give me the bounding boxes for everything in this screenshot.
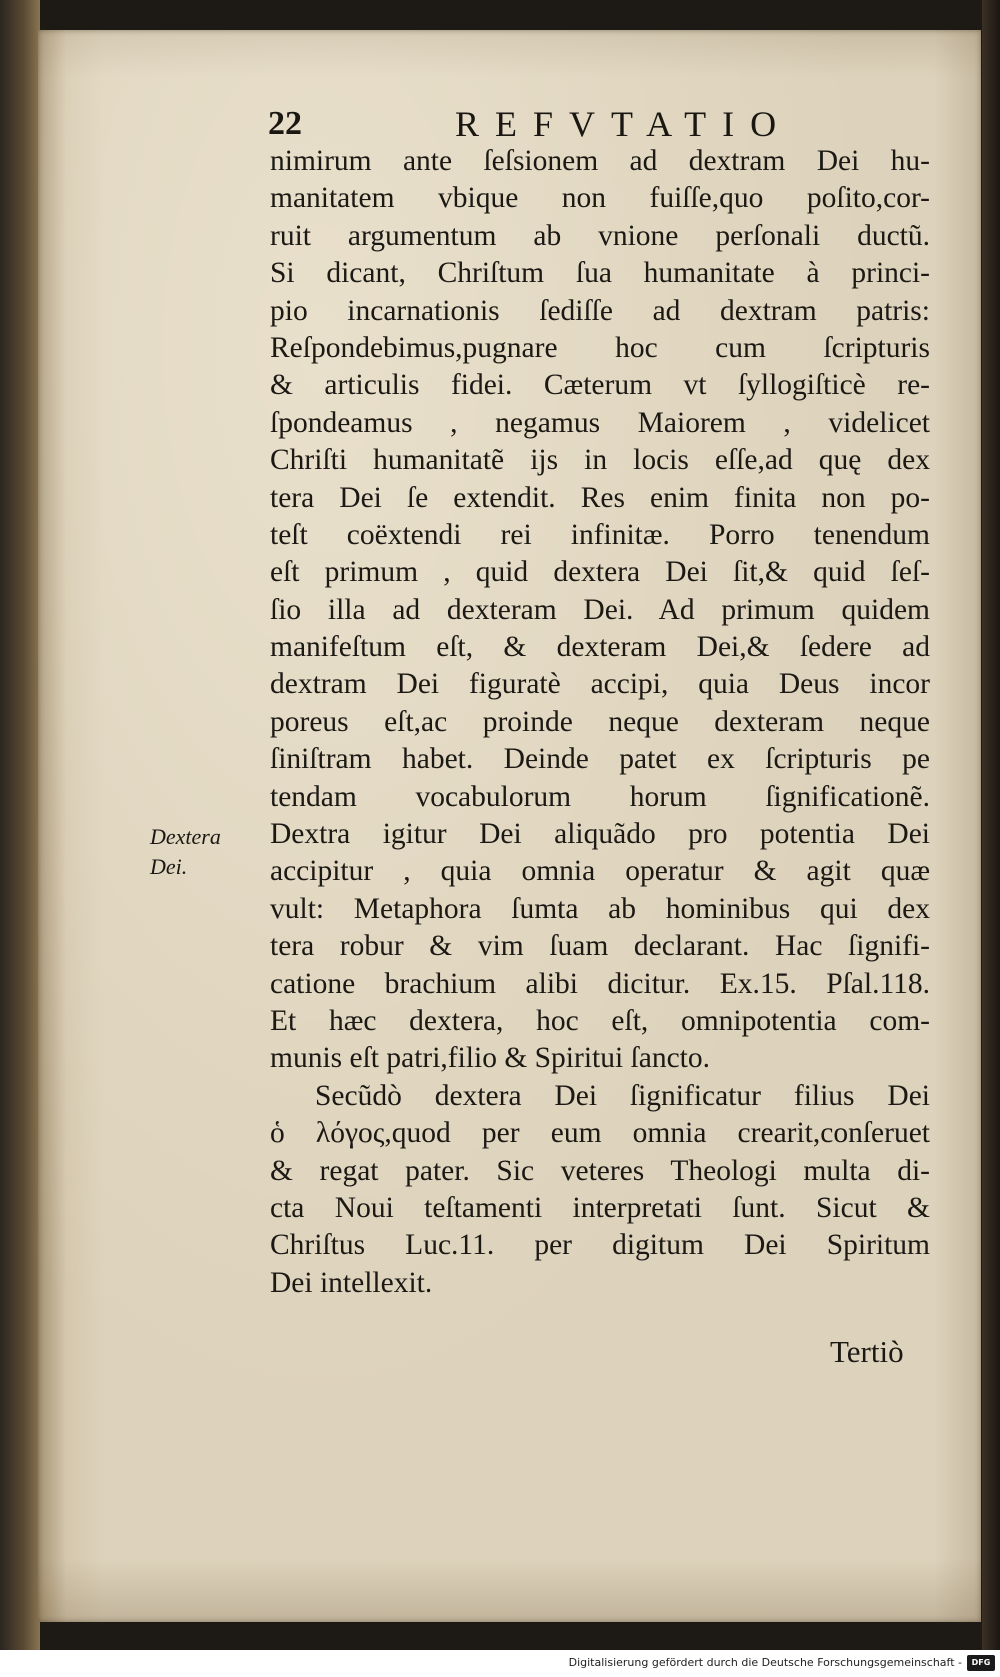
book-binding (0, 0, 40, 1650)
page-number: 22 (268, 105, 302, 142)
text-line: tendam vocabulorum horum ſignificationẽ. (270, 780, 930, 813)
text-line: ruit argumentum ab vnione perſonali ductũ. (270, 219, 930, 252)
running-head: REFVTATIO (455, 104, 793, 144)
text-line: & articulis fidei. Cæterum vt ſyllogiſticè re- (270, 369, 930, 402)
text-line: manifeſtum eſt, & dexteram Dei,& ſedere ad (270, 631, 930, 664)
text-line: nimirum ante ſeſsionem ad dextram Dei hu- (270, 145, 930, 177)
text-line: catione brachium alibi dicitur. Ex.15. Pſal.118. (270, 967, 930, 1000)
text-line: Si dicant, Chriſtum ſua humanitate à princi- (270, 257, 930, 290)
text-line: Chriſtus Luc.11. per digitum Dei Spiritum (270, 1229, 930, 1262)
text-line: ſiniſtram habet. Deinde patet ex ſcripturis pe (270, 743, 930, 776)
text-line: cta Noui teſtamenti interpretati ſunt. Sicut & (270, 1191, 930, 1224)
catchword: Tertiò (830, 1334, 904, 1369)
text-line: tera robur & vim ſuam declarant. Hac ſignifi- (270, 930, 930, 963)
text-line: Chriſti humanitatẽ ijs in locis eſſe,ad quę dex (270, 444, 930, 477)
text-line: pio incarnationis ſediſſe ad dextram patris: (270, 294, 930, 327)
text-line: vult: Metaphora ſumta ab hominibus qui dex (270, 892, 930, 925)
text-line: tera Dei ſe extendit. Res enim finita non po- (270, 481, 930, 514)
footer-bar (0, 1652, 1000, 1677)
page-fore-edge (982, 0, 1000, 1650)
text-line: Secũdò dextera Dei ſignificatur filius Dei (315, 1079, 930, 1112)
text-line: ὁ λόγος,quod per eum omnia crearit,conſeruet (270, 1117, 930, 1150)
text-line: & regat pater. Sic veteres Theologi multa di- (270, 1154, 930, 1187)
text-line: poreus eſt,ac proinde neque dexteram neque (270, 705, 930, 738)
marginal-note-line: Dextera (150, 824, 221, 849)
text-line: ſpondeamus , negamus Maiorem , videlicet (270, 406, 930, 439)
text-line: dextram Dei figuratè accipi, quia Deus incor (270, 668, 930, 701)
text-line: Reſpondebimus,pugnare hoc cum ſcripturis (270, 331, 930, 364)
footer-attribution: Digitalisierung gefördert durch die Deutsche Forschungsgemeinschaft - (568, 1656, 962, 1669)
text-line: Et hæc dextera, hoc eſt, omnipotentia com- (270, 1004, 930, 1037)
text-line: munis eſt patri,filio & Spiritui ſancto. (270, 1042, 710, 1075)
text-line: accipitur , quia omnia operatur & agit quæ (270, 855, 930, 888)
marginal-note-line: Dei. (150, 854, 188, 879)
text-line: Dei intellexit. (270, 1266, 433, 1299)
text-line: ſio illa ad dexteram Dei. Ad primum quidem (270, 593, 930, 626)
text-line: Dextra igitur Dei aliquãdo pro potentia Dei (270, 818, 930, 851)
body-text (270, 143, 930, 1302)
text-line: teſt coëxtendi rei infinitæ. Porro tenendum (270, 518, 930, 551)
dfg-logo: DFG (967, 1655, 995, 1671)
marginal-note (150, 822, 221, 882)
text-line: manitatem vbique non fuiſſe,quo poſito,cor- (270, 182, 930, 215)
text-line: eſt primum , quid dextera Dei ſit,& quid ſeſ- (270, 556, 930, 589)
